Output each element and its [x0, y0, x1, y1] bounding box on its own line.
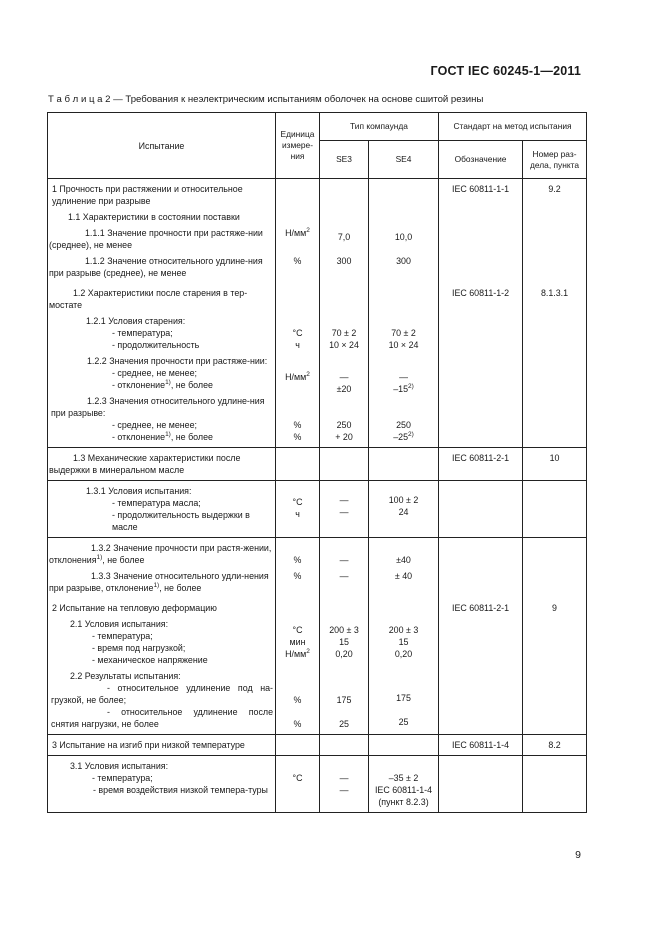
requirements-table: [47, 112, 587, 813]
std-cell: IEC 60811-2-1: [439, 448, 523, 481]
se3-cell: 175 25: [320, 670, 369, 735]
table-row: [48, 179, 587, 208]
table-row: [48, 283, 587, 315]
unit-cell: % %: [276, 395, 320, 448]
table-row: [48, 570, 587, 598]
table-row: [48, 227, 587, 255]
test-cell: 1.3.3 Значение относительного удли-нения при разрыве, отклонение$^{1)}$, не более: [48, 570, 276, 598]
test-cell: 1.2.3 Значения относительного удлине-ния при разрыве: - среднее, не менее; - отклонение$^{1)}$, не более: [48, 395, 276, 448]
unit-cell: °С мин $Н/мм^2$: [276, 618, 320, 670]
se3-cell: 200 ± 3 15 0,20: [320, 618, 369, 670]
se3-cell: — —: [320, 481, 369, 538]
test-cell: 1.1 Характеристики в состоянии поставки: [48, 207, 276, 227]
section-cell: 9: [523, 598, 587, 618]
se4-cell: 100 ± 2 24: [369, 481, 439, 538]
test-cell: 3 Испытание на изгиб при низкой температуре: [48, 735, 276, 756]
test-cell: 1.2 Характеристики после старения в тер-мостате: [48, 283, 276, 315]
col-head-unit: Единица измере-ния: [276, 113, 320, 179]
se3-cell: —: [320, 570, 369, 598]
col-head-compound-type: Тип компаунда: [320, 113, 439, 141]
table-row: [48, 355, 587, 395]
unit-cell: %: [276, 570, 320, 598]
se3-cell: — —: [320, 756, 369, 813]
table-row: [48, 207, 587, 227]
test-cell: 2.2 Результаты испытания: - относительное удлинение под на-грузкой, не более; - относительное удлинение после снятия нагрузки, не более: [48, 670, 276, 735]
std-cell: IEC 60811-1-4: [439, 735, 523, 756]
se3-cell: — ±20: [320, 355, 369, 395]
se4-cell: ± 40: [369, 570, 439, 598]
table-row: [48, 670, 587, 735]
test-cell: 1.1.2 Значение относительного удлине-ния при разрыве (среднее), не менее: [48, 255, 276, 283]
table-row: [48, 756, 587, 813]
section-cell: 9.2: [523, 179, 587, 208]
col-head-test: Испытание: [48, 113, 276, 179]
table-row: [48, 315, 587, 355]
se4-cell: — –15$^{2)}$: [369, 355, 439, 395]
table-head: [48, 113, 587, 179]
se3-cell: —: [320, 538, 369, 571]
se3-cell: 300: [320, 255, 369, 283]
se4-cell: –35 ± 2 IEC 60811-1-4 (пункт 8.2.3): [369, 756, 439, 813]
section-cell: 8.1.3.1: [523, 283, 587, 315]
se4-cell: 250 –25$^{2)}$: [369, 395, 439, 448]
test-cell: 2 Испытание на тепловую деформацию: [48, 598, 276, 618]
unit-cell: °С: [276, 756, 320, 813]
table-row: [48, 448, 587, 481]
unit-cell: $Н/мм^2$: [276, 355, 320, 395]
se4-cell: 70 ± 2 10 × 24: [369, 315, 439, 355]
section-cell: 10: [523, 448, 587, 481]
test-cell: 1.2.1 Условия старения: - температура; - продолжительность: [48, 315, 276, 355]
section-cell: 8.2: [523, 735, 587, 756]
se4-cell: 200 ± 3 15 0,20: [369, 618, 439, 670]
table-row: [48, 395, 587, 448]
col-head-se3: SE3: [320, 141, 369, 179]
table-row: [48, 735, 587, 756]
se3-cell: 70 ± 2 10 × 24: [320, 315, 369, 355]
unit-cell: %: [276, 255, 320, 283]
page-number: 9: [575, 849, 581, 861]
table-caption: Т а б л и ц а 2 — Требования к неэлектрическим испытаниям оболочек на основе сшитой резины: [48, 94, 484, 105]
table-row: [48, 255, 587, 283]
se4-cell: ±40: [369, 538, 439, 571]
col-head-designation: Обозначение: [439, 141, 523, 179]
unit-cell: °С ч: [276, 481, 320, 538]
unit-cell: %: [276, 538, 320, 571]
col-head-standard: Стандарт на метод испытания: [439, 113, 587, 141]
se4-cell: 175 25: [369, 670, 439, 735]
unit-cell: % %: [276, 670, 320, 735]
std-cell: IEC 60811-2-1: [439, 598, 523, 618]
test-cell: 1 Прочность при растяжении и относительное удлинение при разрыве: [48, 179, 276, 208]
table-row: [48, 618, 587, 670]
table-row: [48, 481, 587, 538]
se3-cell: 250 + 20: [320, 395, 369, 448]
test-cell: 1.1.1 Значение прочности при растяже-нии (среднее), не менее: [48, 227, 276, 255]
test-cell: 1.2.2 Значения прочности при растяже-нии: - среднее, не менее; - отклонение$^{1)}$, не более: [48, 355, 276, 395]
se4-cell: 10,0: [369, 227, 439, 255]
std-cell: IEC 60811-1-1: [439, 179, 523, 208]
col-head-se4: SE4: [369, 141, 439, 179]
col-head-section: Номер раз-дела, пункта: [523, 141, 587, 179]
test-cell: 2.1 Условия испытания: - температура; - время под нагрузкой; - механическое напряжение: [48, 618, 276, 670]
test-cell: 1.3.1 Условия испытания: - температура масла; - продолжительность выдержки в масле: [48, 481, 276, 538]
std-cell: IEC 60811-1-2: [439, 283, 523, 315]
test-cell: 3.1 Условия испытания: - температура; - время воздействия низкой темпера-туры: [48, 756, 276, 813]
se3-cell: 7,0: [320, 227, 369, 255]
table-row: [48, 598, 587, 618]
se4-cell: 300: [369, 255, 439, 283]
unit-cell: $Н/мм^2$: [276, 227, 320, 255]
unit-cell: °С ч: [276, 315, 320, 355]
document-header: ГОСТ IEC 60245-1—2011: [430, 64, 581, 78]
test-cell: 1.3 Механические характеристики после выдержки в минеральном масле: [48, 448, 276, 481]
test-cell: 1.3.2 Значение прочности при растя-жении, отклонения$^{1)}$, не более: [48, 538, 276, 571]
table-row: [48, 538, 587, 571]
